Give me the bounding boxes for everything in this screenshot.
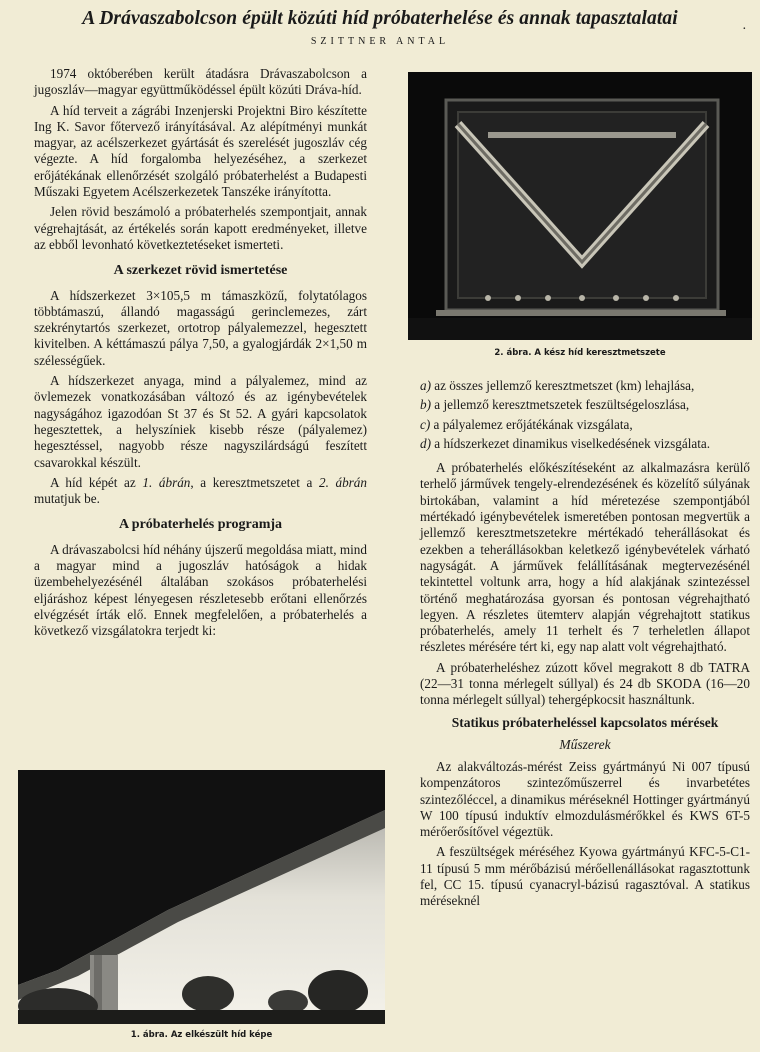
test-list: [420, 378, 750, 452]
left-column: [34, 66, 367, 644]
right-column: [420, 378, 750, 914]
list-item: d) a hídszerkezet dinamikus viselkedésének vizsgálata.: [420, 435, 711, 451]
section-heading-static-measurements: Statikus próbaterheléssel kapcsolatos mérések: [451, 714, 719, 730]
author-name: SZITTNER ANTAL: [310, 36, 450, 47]
instruments-paragraph-1: Az alakváltozás-mérést Zeiss gyártmányú Ni 007 típusú kompenzátoros szintezőműszerrel és invarbetétes szintezőléccel, a dinamikus méréseknél Hottinger gyártmányú W 100 típusú induktív elmozdulásmérőkkel és KWS 6T-5 mérőerősítővel végeztük.: [420, 758, 750, 840]
section-heading-structure: A szerkezet rövid ismertetése: [113, 263, 288, 279]
structure-paragraph-1: A hídszerkezet 3×105,5 m támaszközű, folytatólagos többtámaszú, állandó magasságú gerinclemezes, zárt szekrénytartós szerkezet, ortotrop pályalemezzel, hegesztett kivitelben. A kéttámaszú pálya 7,50, a gyalogjárdák 2×1,50 m szélességűek.: [34, 287, 367, 368]
list-item: b) a jellemző keresztmetszetek feszültségeloszlása,: [420, 397, 690, 413]
list-item: c) a pályalemez erőjátékának vizsgálata,: [420, 416, 633, 432]
figure-2-caption: 2. ábra. A kész híd keresztmetszete: [494, 348, 666, 358]
figure-1-bridge-photo: [18, 770, 385, 1024]
section-heading-program: A próbaterhelés programja: [118, 517, 283, 533]
intro-paragraph-3: Jelen rövid beszámoló a próbaterhelés szempontjait, annak végrehajtását, az értékelés során kapott eredményeket, illetve az ebből levonható következtetéseket ismerteti.: [34, 204, 367, 252]
figure-1-caption: 1. ábra. Az elkészült híd képe: [130, 1030, 273, 1040]
vehicles-paragraph: A próbaterheléshez zúzott kővel megrakott 8 db TATRA (22—31 tonna mérlegelt súllyal) és 24 db SKODA (16—20 tonna mérlegelt súllyal) tehergépkocsit használtunk.: [420, 659, 750, 708]
list-item: a) az összes jellemző keresztmetszet (km) lehajlása,: [420, 378, 695, 393]
instruments-paragraph-2: A feszültségek méréséhez Kyowa gyártmányú KFC-5-C1-11 típusú 5 mm mérőbázisú mérőellenállásokat ragasztottunk fel, CC 15. típusú cyanacryl-bázisú ragasztóval. A statikus méréseknél: [420, 844, 750, 909]
margin-mark: ·: [742, 22, 747, 37]
structure-paragraph-2: A hídszerkezet anyaga, mind a pályalemez, mind az övlemezek vonatkozásában változó és az igénybevételek nagyságához igazodóan St 37 és St 52. A gyári kapcsolatok hegesztettek, a helyszíniek kisebb része (pályalemez) hegesztéssel, nagyobb része nagyszilárdságú feszített csavarokkal készült.: [34, 373, 367, 470]
structure-paragraph-3: A híd képét az 1. ábrán, a keresztmetszetet a 2. ábrán mutatjuk be.: [34, 474, 367, 507]
fig1-ref: 1. ábrán: [142, 474, 191, 490]
article-title: A Drávaszabolcson épült közúti híd próbaterhelése és annak tapasztalatai: [82, 8, 678, 29]
figure-2-cross-section-photo: [408, 72, 752, 340]
intro-paragraph-2: A híd terveit a zágrábi Inzenjerski Projektni Biro készítette Ing K. Savor főtervező irányításával. Az alépítményi munkát magyar, az acélszerkezet gyártását és szerelését jugoszláv cég végezte. A híd forgalomba helyezéséhez, a szerkezet erőjátékának ellenőrzését szolgáló próbaterhelést a Budapesti Műszaki Egyetem Acélszerkezetek Tanszéke irányította.: [34, 102, 367, 200]
subsection-heading-instruments: Műszerek: [559, 736, 611, 752]
program-paragraph: A drávaszabolcsi híd néhány újszerű megoldása miatt, mind a magyar mind a jugoszláv hatóságok a hidak üzembehelyezésénél általában szokásos próbaterhelési eljáráshoz képest lényegesen részletesebb erőtani ellenőrzés elvégzését írták elő. Ennek megfelelően, a próbaterhelés a következő vizsgálatokra terjedt ki:: [34, 541, 367, 639]
preparation-paragraph: A próbaterhelés előkészítéseként az alkalmazásra kerülő terhelő járművek tengely-elrendezésének és közelítő súlyának birtokában, valamint a híd méretezése szempontjából mértékadó igénybevételek ismeretében pontosan megvertük a jellemző keresztmetszetekre mértékadó teherállásokat és ezekben a teherállásokban keletkező igénybevételek várható nagyságát. A járművek felállításának megtervezésénél tekintettel voltunk arra, hogy a híd alakjának szintezéssel történő meghatározása gyorsan és pontosan végrehajtható legyen. A részletes ütemterv alapján végrehajtott statikus próbaterhelés, amely 11 terhelt és 7 terheletlen állapot részletes mérésére tért ki, egy nap alatt volt végrehajtható.: [420, 460, 750, 655]
intro-paragraph-1: 1974 októberében került átadásra Drávaszabolcson a jugoszláv—magyar együttműködéssel épült közúti Dráva-híd.: [34, 66, 367, 98]
fig2-ref: 2. ábrán: [318, 474, 367, 490]
